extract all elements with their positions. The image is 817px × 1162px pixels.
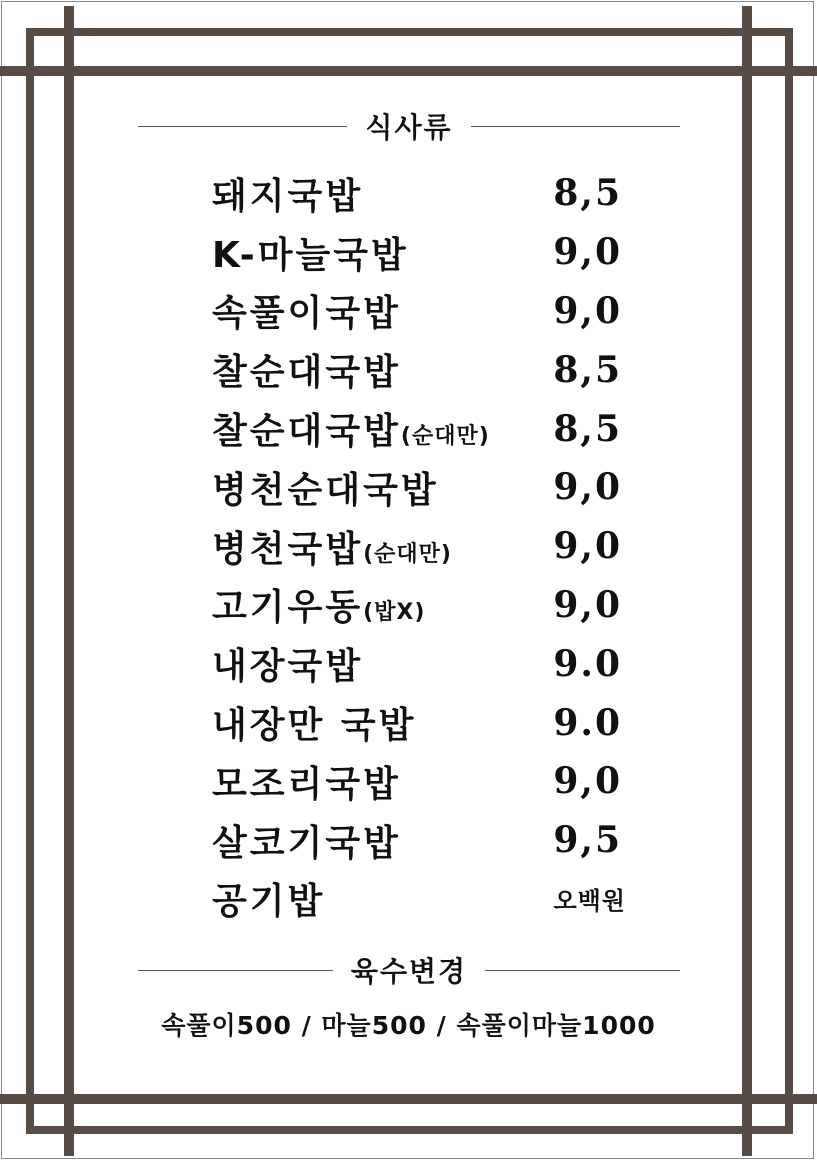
frame-bar-left-inner: [26, 28, 34, 1134]
menu-item: [212, 223, 632, 282]
frame-bar-right-outer: [742, 6, 752, 1156]
menu-item-name: 돼지국밥: [212, 175, 364, 217]
broth-options-text: 속풀이500 / 마늘500 / 속풀이마늘1000: [161, 1011, 656, 1040]
menu-item-name-group: [212, 697, 416, 748]
menu-item-name-group: [212, 344, 401, 395]
menu-item: [212, 340, 632, 399]
menu-item-price: 8,5: [553, 407, 622, 450]
meal-section-title: 식사류: [365, 111, 453, 144]
menu-item-name-group: [212, 638, 363, 689]
menu-item-price: 9.0: [553, 701, 622, 744]
menu-item-note: (밥X): [363, 600, 426, 626]
menu-item-price: 9,0: [553, 583, 622, 626]
menu-list: [212, 164, 632, 928]
menu-item-name: 찰순대국밥: [212, 352, 401, 394]
frame-bar-bottom-inner: [26, 1126, 793, 1134]
menu-item-name: 고기우동: [212, 587, 364, 629]
menu-item-name-group: [212, 168, 363, 219]
menu-item: [212, 517, 632, 576]
menu-item: [212, 458, 632, 517]
menu-item-price: 8,5: [553, 348, 622, 391]
menu-item-price: 9,0: [553, 289, 622, 332]
menu-item-name: 찰순대국밥: [212, 411, 401, 453]
menu-item-price: 9.0: [553, 642, 622, 685]
header-rule-right: [485, 970, 680, 971]
menu-item-name: 병천순대국밥: [212, 469, 439, 511]
frame-bar-top-outer: [0, 66, 817, 76]
menu-item-name-group: [212, 403, 490, 454]
menu-item-name-group: [212, 815, 401, 866]
menu-item: [212, 164, 632, 223]
menu-item-name: K-마늘국밥: [212, 234, 409, 276]
header-rule-left: [138, 970, 333, 971]
frame-bar-left-outer: [64, 6, 74, 1156]
menu-item-note: (순대만): [363, 541, 452, 567]
menu-item-price: 9,0: [553, 525, 622, 568]
menu-item-name-group: [212, 873, 325, 924]
menu-item: [212, 282, 632, 341]
menu-item-price: 9,5: [553, 819, 622, 862]
menu-item-name: 병천국밥: [212, 528, 364, 570]
header-rule-left: [138, 126, 347, 127]
menu-item-price: 9,0: [553, 466, 622, 509]
menu-item-name-group: [212, 579, 425, 630]
menu-item-name-group: [212, 756, 401, 807]
menu-item-name-group: [212, 521, 452, 572]
frame-bar-bottom-outer: [0, 1094, 817, 1104]
broth-section-header: [138, 950, 680, 990]
menu-item: [212, 399, 632, 458]
menu-item-note: (순대만): [400, 424, 490, 450]
meal-section-header: [138, 106, 680, 146]
frame-bar-top-inner: [26, 28, 793, 36]
menu-item-price: 9,0: [553, 760, 622, 803]
menu-item-price: 오백원: [553, 887, 626, 916]
menu-item: [212, 752, 632, 811]
menu-item: [212, 576, 632, 635]
menu-item: [212, 693, 632, 752]
menu-item-name: 공기밥: [212, 881, 326, 923]
menu-item: [212, 870, 632, 929]
menu-item-name: 내장만 국밥: [212, 705, 417, 747]
menu-item-name-group: [212, 462, 439, 513]
menu-item-price: 8,5: [553, 172, 622, 215]
menu-item-name-group: [212, 227, 409, 278]
menu-item-price: 9,0: [553, 231, 622, 274]
menu-item-name: 살코기국밥: [212, 822, 401, 864]
menu-item-name-group: [212, 285, 401, 336]
frame-bar-right-inner: [785, 28, 793, 1134]
menu-item-name: 내장국밥: [212, 646, 364, 688]
menu-item: [212, 811, 632, 870]
broth-section-title: 육수변경: [350, 955, 468, 988]
header-rule-right: [471, 126, 680, 127]
menu-item-name: 속풀이국밥: [212, 293, 401, 335]
menu-item: [212, 634, 632, 693]
menu-item-name: 모조리국밥: [212, 763, 401, 805]
